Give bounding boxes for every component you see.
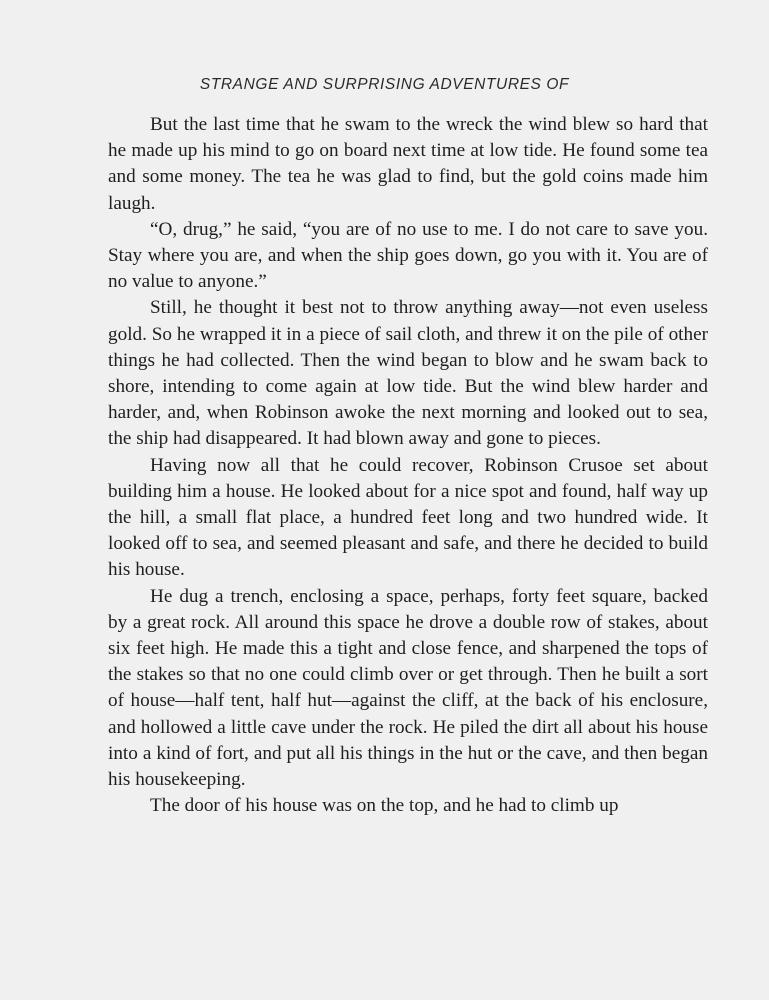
paragraph: Still, he thought it best not to throw anything away—not even useless gold. So he wrapped it in a piece of sail cloth, and threw it on the pile of other things he had collected. Then the wind began to blow and he swam back to shore, intending to come again at low tide. But the wind blew harder and harder, and, when Robinson awoke the next morning and looked out to sea, the ship had disappeared. It had blown away and gone to pieces. (108, 297, 708, 450)
paragraph: But the last time that he swam to the wreck the wind blew so hard that he made up his mind to go on board next time at low tide. He found some tea and some money. The tea he was glad to find, but the gold coins made him laugh. (108, 114, 708, 214)
paragraph: He dug a trench, enclosing a space, perhaps, forty feet square, backed by a great rock. All around this space he drove a double row of stakes, about six feet high. He made this a tight and close fence, and sharpened the tops of the stakes so that no one could climb over or get through. Then he built a sort of house—half tent, half hut—against the cliff, at the back of his enclosure, and hollowed a little cave under the rock. He piled the dirt all about his house into a kind of fort, and put all his things in the hut or the cave, and then began his housekeeping. (108, 585, 708, 791)
page-body (108, 112, 708, 819)
paragraph: “O, drug,” he said, “you are of no use to me. I do not care to save you. Stay where you are, and when the ship goes down, go you with it. You are of no value to anyone.” (108, 218, 708, 293)
paragraph: Having now all that he could recover, Robinson Crusoe set about building him a house. He looked about for a nice spot and found, half way up the hill, a small flat place, a hundred feet long and two hundred wide. It looked off to sea, and seemed pleasant and safe, and there he decided to build his house. (108, 454, 708, 581)
running-head: STRANGE AND SURPRISING ADVENTURES OF (199, 76, 570, 93)
paragraph: The door of his house was on the top, and he had to climb up (150, 795, 619, 817)
